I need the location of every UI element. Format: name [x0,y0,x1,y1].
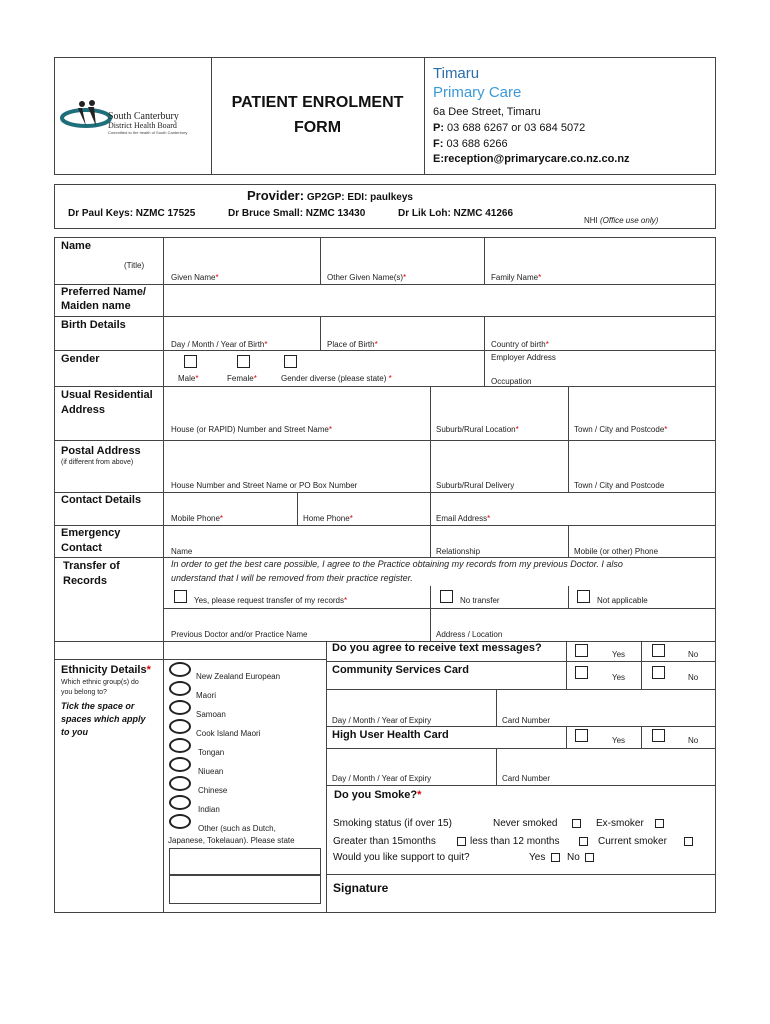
ethnicity-samoan-option[interactable] [169,700,191,715]
name-label: Name [61,240,91,252]
huhc-label: High User Health Card [332,729,449,741]
nhi-label: NHI (Office use only) [584,216,659,225]
transfer-label-1: Transfer of [63,560,120,572]
row-line [326,689,716,690]
ethnicity-tongan-option[interactable] [169,738,191,753]
transfer-no-checkbox[interactable] [440,590,453,603]
col-divider [566,726,567,748]
transfer-yes-checkbox[interactable] [174,590,187,603]
male-label: Male* [178,374,199,383]
col-divider [430,492,431,525]
doctor-1: Dr Paul Keys: NZMC 17525 [68,208,196,219]
ethnicity-other-input-1[interactable] [169,848,321,875]
ethnicity-label: Cook Island Maori [196,729,261,738]
gt15-months-checkbox[interactable] [457,837,466,846]
place-of-birth-field[interactable]: Place of Birth* [327,340,378,349]
form-title-line2: FORM [293,119,342,136]
csc-yes-checkbox[interactable] [575,666,588,679]
col-divider [326,641,327,913]
ethnicity-label: Indian [198,805,220,814]
ethnicity-note-1: Which ethnic group(s) do [61,679,139,686]
emergency-label-1: Emergency [61,527,121,539]
female-label: Female* [227,374,257,383]
home-phone-field[interactable]: Home Phone* [303,514,353,523]
ethnicity-instruction-1: Tick the space or [61,701,135,711]
postal-label: Postal Address [61,445,141,457]
csc-expiry-field[interactable]: Day / Month / Year of Expiry [332,716,432,725]
ethnicity-label: Samoan [196,710,226,719]
csc-no-checkbox[interactable] [652,666,665,679]
employer-address-field[interactable]: Employer Address [491,353,556,362]
texts-yes-checkbox[interactable] [575,644,588,657]
col-divider [320,316,321,350]
other-given-name-field[interactable]: Other Given Name(s)* [327,273,407,282]
ethnicity-label: Maori [196,691,217,700]
form-title-line1: PATIENT ENROLMENT [231,94,404,111]
col-divider [568,440,569,492]
texts-no-checkbox[interactable] [652,644,665,657]
current-smoker-label: Current smoker [598,836,667,847]
col-divider [484,316,485,386]
mobile-phone-field[interactable]: Mobile Phone* [171,514,224,523]
ethnicity-other-label-1: Other (such as Dutch, [198,824,276,833]
header-divider-2 [424,57,425,175]
practice-name-line2: Primary Care [433,84,522,101]
col-divider [430,386,431,440]
huhc-yes-checkbox[interactable] [575,729,588,742]
smoke-question: Do you Smoke?* [334,789,422,801]
practice-address: 6a Dee Street, Timaru [433,106,541,118]
emergency-name-field[interactable]: Name [171,547,193,556]
transfer-yes-label: Yes, please request transfer of my records* [194,596,348,605]
doctor-2: Dr Bruce Small: NZMC 13430 [228,208,366,219]
row-line [54,525,716,526]
col-divider [641,661,642,689]
col-divider [430,440,431,492]
ethnicity-label: New Zealand European [196,672,281,681]
doctor-3: Dr Lik Loh: NZMC 41266 [398,208,514,219]
dhb-name-line1: South Canterbury [108,111,179,122]
ethnicity-label: Ethnicity Details* [61,664,151,676]
ethnicity-maori-option[interactable] [169,681,191,696]
provider-line: Provider: GP2GP: EDI: paulkeys [246,188,413,203]
col-divider [566,661,567,689]
dhb-tagline: Committed to the health of South Canterbury [108,130,188,135]
row-line [54,659,326,660]
col-divider [568,386,569,440]
residential-street-field[interactable]: House (or RAPID) Number and Street Name* [171,425,332,434]
given-name-field[interactable]: Given Name* [171,273,219,282]
col-divider [163,641,164,913]
col-divider [430,586,431,642]
residential-label-1: Usual Residential [61,389,153,401]
row-line [326,661,716,662]
ethnicity-instruction-3: to you [61,727,88,737]
row-line [54,350,716,351]
col-divider [566,641,567,661]
quit-no-checkbox[interactable] [585,853,594,862]
col-divider [320,237,321,284]
text-messages-question: Do you agree to receive text messages? [332,642,542,654]
transfer-consent-line2: understand that I will be removed from their practice register. [171,573,413,583]
preferred-name-label-1: Preferred Name/ [61,286,146,298]
row-line [54,386,716,387]
ex-smoker-checkbox[interactable] [655,819,664,828]
row-line [326,785,716,786]
quit-support-label: Would you like support to quit? [333,852,470,863]
ethnicity-chinese-option[interactable] [169,776,191,791]
gt15-months-label: Greater than 15months [333,836,436,847]
female-checkbox[interactable] [237,355,250,368]
row-line [54,492,716,493]
col-divider [430,525,431,557]
ethnicity-other-input-2[interactable] [169,875,321,904]
email-address-field[interactable]: Email Address* [436,514,491,523]
row-line [54,440,716,441]
title-label: (Title) [124,261,145,270]
huhc-no-label: No [688,736,699,745]
quit-no-label: No [567,852,580,863]
male-checkbox[interactable] [184,355,197,368]
csc-no-label: No [688,673,699,682]
lt12-months-checkbox[interactable] [579,837,588,846]
country-of-birth-field[interactable]: Country of birth* [491,340,549,349]
gender-diverse-checkbox[interactable] [284,355,297,368]
csc-yes-label: Yes [612,673,626,682]
huhc-number-field[interactable]: Card Number [502,774,551,783]
csc-label: Community Services Card [332,664,469,676]
csc-number-field[interactable]: Card Number [502,716,551,725]
postal-street-field[interactable]: House Number and Street Name or PO Box Number [171,481,358,490]
col-divider [568,525,569,557]
residential-suburb-field[interactable]: Suburb/Rural Location* [436,425,519,434]
col-divider [496,748,497,785]
contact-details-label: Contact Details [61,494,142,506]
preferred-name-label-2: Maiden name [61,300,131,312]
family-name-field[interactable]: Family Name* [491,273,542,282]
gender-label: Gender [61,353,100,365]
ethnicity-niuean-option[interactable] [169,757,191,772]
never-smoked-label: Never smoked [493,818,558,829]
lt12-months-label: less than 12 months [470,836,560,847]
row-line [54,557,716,558]
ethnicity-label: Niuean [198,767,224,776]
row-line [54,284,716,285]
signature-field[interactable] [327,896,715,912]
never-smoked-checkbox[interactable] [572,819,581,828]
emergency-label-2: Contact [61,542,102,554]
transfer-na-checkbox[interactable] [577,590,590,603]
ethnicity-label: Tongan [198,748,225,757]
quit-yes-label: Yes [529,852,546,863]
col-divider [641,726,642,748]
transfer-consent-line1: In order to get the best care possible, I agree to the Practice obtaining my records from my previous Doctor. I also [171,559,623,569]
dhb-name-line2: District Health Board [108,121,177,130]
ethnicity-note-2: you belong to? [61,689,107,696]
huhc-expiry-field[interactable]: Day / Month / Year of Expiry [332,774,432,783]
transfer-label-2: Records [63,575,108,587]
ethnicity-nz-european-option[interactable] [169,662,191,677]
postal-town-field[interactable]: Town / City and Postcode [574,481,665,490]
practice-phone: P: 03 688 6267 or 03 684 5072 [433,122,586,134]
residential-town-field[interactable]: Town / City and Postcode* [574,425,668,434]
huhc-yes-label: Yes [612,736,626,745]
smoking-status-label: Smoking status (if over 15) [333,818,452,829]
transfer-na-label: Not applicable [597,596,648,605]
ethnicity-other-option[interactable] [169,814,191,829]
col-divider [484,237,485,284]
previous-doctor-field[interactable]: Previous Doctor and/or Practice Name [171,630,308,639]
gender-diverse-label: Gender diverse (please state) * [281,374,392,383]
ethnicity-instruction-2: spaces which apply [61,714,146,724]
ethnicity-indian-option[interactable] [169,795,191,810]
ethnicity-label: Chinese [198,786,228,795]
postal-note: (if different from above) [61,459,134,466]
transfer-no-label: No transfer [460,596,500,605]
emergency-relationship-field[interactable]: Relationship [436,547,481,556]
practice-name-line1: Timaru [433,65,480,82]
practice-email: E:reception@primarycare.co.nz.co.nz [433,153,630,165]
dob-field[interactable]: Day / Month / Year of Birth* [171,340,268,349]
col-divider [568,586,569,608]
col-divider [496,689,497,726]
row-line [326,748,716,749]
row-line [326,874,716,875]
ex-smoker-label: Ex-smoker [596,818,644,829]
col-divider [641,641,642,661]
residential-label-2: Address [61,404,106,416]
col-divider [297,492,298,525]
occupation-field[interactable]: Occupation [491,377,532,386]
header-divider-1 [211,57,212,175]
practice-fax: F: 03 688 6266 [433,138,508,150]
ethnicity-other-label-2: Japanese, Tokelauan). Please state [168,836,295,845]
ethnicity-cook-island-option[interactable] [169,719,191,734]
quit-yes-checkbox[interactable] [551,853,560,862]
row-line [54,316,716,317]
huhc-no-checkbox[interactable] [652,729,665,742]
row-line [163,608,716,609]
postal-suburb-field[interactable]: Suburb/Rural Delivery [436,481,515,490]
current-smoker-checkbox[interactable] [684,837,693,846]
signature-label: Signature [333,881,389,895]
texts-no-label: No [688,650,699,659]
row-line [326,726,716,727]
texts-yes-label: Yes [612,650,626,659]
previous-address-field[interactable]: Address / Location [436,630,503,639]
birth-details-label: Birth Details [61,319,126,331]
emergency-phone-field[interactable]: Mobile (or other) Phone [574,547,659,556]
